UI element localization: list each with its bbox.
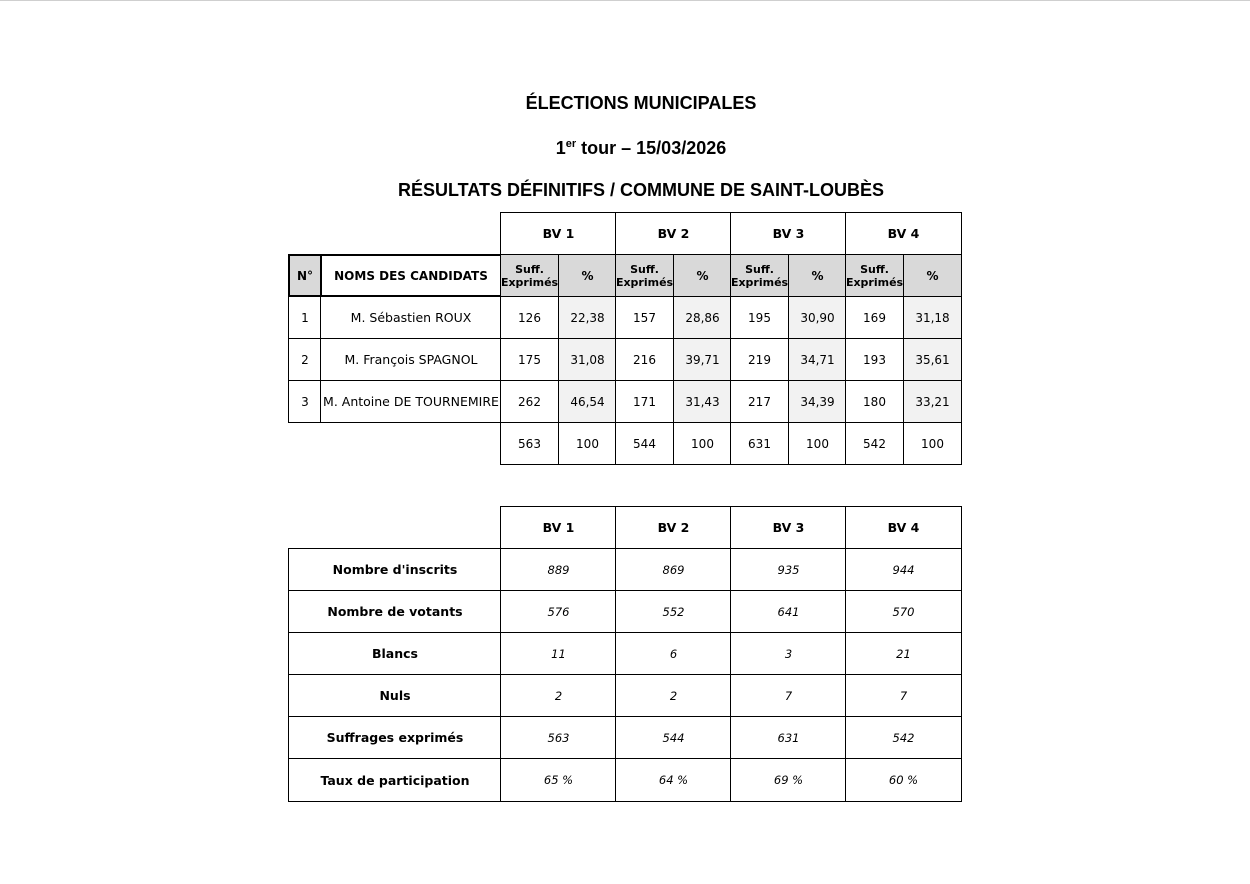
row-label-taux: Taux de participation [288,758,502,802]
bv1-suff-value: 175 [500,338,559,381]
bv3-value: 935 [730,548,847,591]
bv2-suff-value: 216 [615,338,674,381]
bv1-pct-header: % [558,254,617,297]
bv3-value: 631 [730,716,847,759]
bv3-value: 7 [730,674,847,717]
bv4-value: 60 % [845,758,962,802]
bv4-pct-header: % [903,254,962,297]
candidate-number: 2 [288,338,322,381]
results-bv1-header: BV 1 [500,212,617,255]
participation-bv3-header: BV 3 [730,506,847,549]
bv2-suff-value: 171 [615,380,674,423]
participation-bv1-header: BV 1 [500,506,617,549]
bv4-suff-value: 193 [845,338,904,381]
bv2-pct-value: 39,71 [673,338,732,381]
page-title: ÉLECTIONS MUNICIPALES [525,93,757,113]
bv4-value: 570 [845,590,962,633]
row-label-suffrages: Suffrages exprimés [288,716,502,759]
bv2-value: 552 [615,590,732,633]
bv4-value: 7 [845,674,962,717]
bv2-value: 869 [615,548,732,591]
bv3-value: 641 [730,590,847,633]
bv4-pct-value: 33,21 [903,380,962,423]
row-label-votants: Nombre de votants [288,590,502,633]
round-rest: tour – 15/03/2026 [576,138,727,158]
bv3-pct-header: % [788,254,847,297]
top-border-line [0,0,1250,1]
bv1-pct-value: 31,08 [558,338,617,381]
bv2-value: 6 [615,632,732,675]
names-column-header: NOMS DES CANDIDATS [320,254,502,297]
candidate-number: 3 [288,380,322,423]
bv1-value: 889 [500,548,617,591]
bv3-total-suff: 631 [730,422,789,465]
round-number: 1 [555,138,566,158]
bv3-suff-value: 195 [730,296,789,339]
bv1-suff-value: 126 [500,296,559,339]
bv3-suff-value: 219 [730,338,789,381]
bv3-suff-header: Suff. Exprimés [730,254,789,297]
bv2-value: 64 % [615,758,732,802]
bv2-value: 544 [615,716,732,759]
row-label-inscrits: Nombre d'inscrits [288,548,502,591]
bv3-value: 3 [730,632,847,675]
bv1-pct-value: 46,54 [558,380,617,423]
bv3-total-pct: 100 [788,422,847,465]
row-label-nuls: Nuls [288,674,502,717]
results-bv2-header: BV 2 [615,212,732,255]
bv3-pct-value: 34,71 [788,338,847,381]
bv1-total-suff: 563 [500,422,559,465]
bv3-value: 69 % [730,758,847,802]
bv2-value: 2 [615,674,732,717]
bv3-pct-value: 30,90 [788,296,847,339]
bv4-value: 944 [845,548,962,591]
bv4-suff-value: 180 [845,380,904,423]
bv4-value: 542 [845,716,962,759]
round-suffix: er [565,138,577,150]
bv3-pct-value: 34,39 [788,380,847,423]
bv1-total-pct: 100 [558,422,617,465]
round-date-title [0,137,1250,159]
bv2-total-suff: 544 [615,422,674,465]
bv1-value: 2 [500,674,617,717]
bv1-pct-value: 22,38 [558,296,617,339]
bv1-value: 563 [500,716,617,759]
bv4-pct-value: 31,18 [903,296,962,339]
bv4-total-suff: 542 [845,422,904,465]
bv2-suff-header: Suff. Exprimés [615,254,674,297]
bv4-pct-value: 35,61 [903,338,962,381]
bv3-suff-value: 217 [730,380,789,423]
bv4-suff-header: Suff. Exprimés [845,254,904,297]
bv1-value: 576 [500,590,617,633]
participation-bv4-header: BV 4 [845,506,962,549]
bv2-suff-value: 157 [615,296,674,339]
bv4-suff-value: 169 [845,296,904,339]
results-subtitle: RÉSULTATS DÉFINITIFS / COMMUNE DE SAINT-LOUBÈS [398,180,884,200]
candidate-name: M. François SPAGNOL [320,338,502,381]
candidate-number: 1 [288,296,322,339]
results-bv3-header: BV 3 [730,212,847,255]
bv1-suff-header: Suff. Exprimés [500,254,559,297]
candidate-name: M. Antoine DE TOURNEMIRE [320,380,502,423]
bv2-pct-header: % [673,254,732,297]
number-column-header: N° [288,254,322,297]
bv1-suff-value: 262 [500,380,559,423]
bv4-value: 21 [845,632,962,675]
bv2-pct-value: 31,43 [673,380,732,423]
results-bv4-header: BV 4 [845,212,962,255]
bv1-value: 11 [500,632,617,675]
row-label-blancs: Blancs [288,632,502,675]
bv2-total-pct: 100 [673,422,732,465]
bv4-total-pct: 100 [903,422,962,465]
participation-bv2-header: BV 2 [615,506,732,549]
bv2-pct-value: 28,86 [673,296,732,339]
candidate-name: M. Sébastien ROUX [320,296,502,339]
bv1-value: 65 % [500,758,617,802]
